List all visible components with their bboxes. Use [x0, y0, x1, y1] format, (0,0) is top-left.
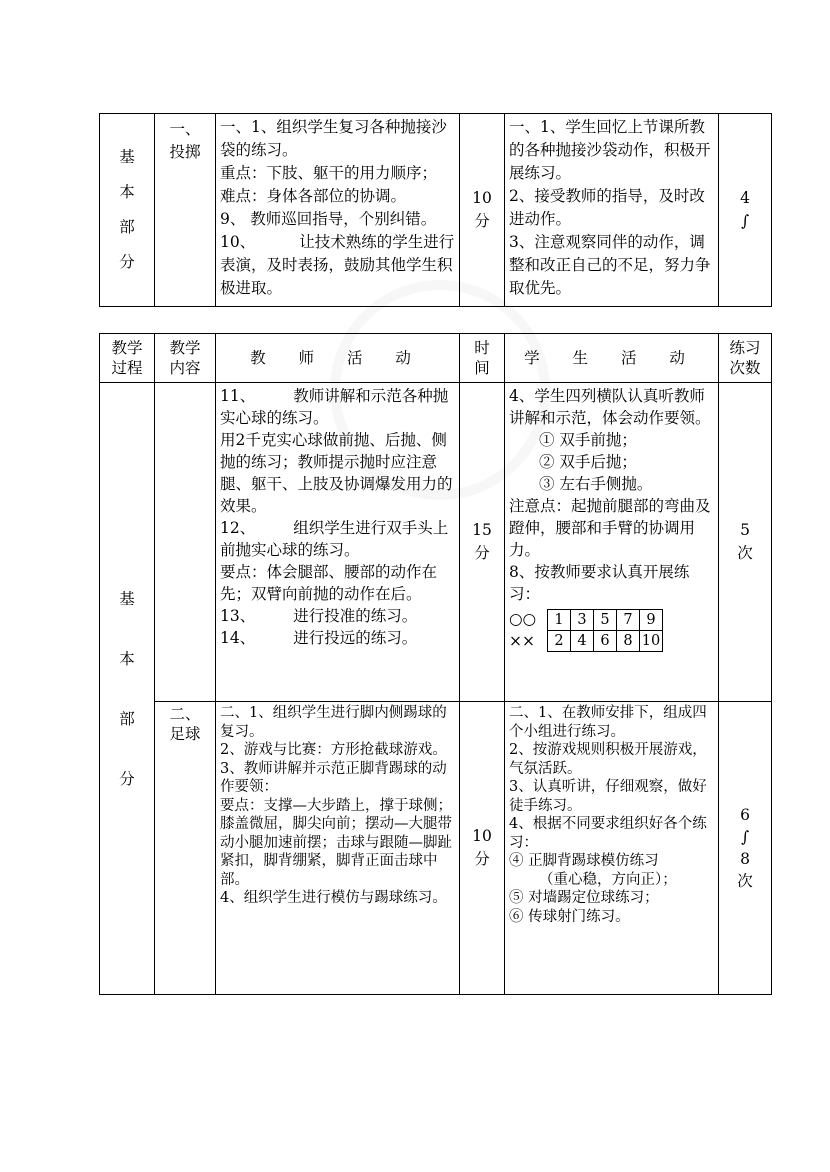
count-cell [719, 702, 772, 995]
header-text: 教学 [111, 339, 143, 357]
header-text: 时 [474, 339, 490, 357]
teacher-line: 二、1、组织学生进行脚内侧踢球的复习。 [220, 705, 447, 740]
teacher-line: 重点：下肢、躯干的用力顺序； [220, 164, 438, 182]
student-activity-cell [505, 702, 719, 995]
content-label: 足球 [169, 725, 201, 743]
item-text: 进行投远的练习。 [293, 629, 418, 647]
grid-cell: 2 [548, 630, 571, 651]
student-line: ② 双手后抛； [539, 453, 637, 471]
section-char: 本 [119, 649, 135, 668]
student-line: 二、1、在教师安排下，组成四个小组进行练习。 [509, 705, 707, 740]
count-value: 4 [740, 189, 750, 207]
item-text: 组织学生进行双手头上前抛实心球的练习。 [220, 519, 449, 559]
student-line: 2、按游戏规则积极开展游戏，气氛活跃。 [509, 742, 707, 777]
item-number: 10、 [220, 233, 256, 251]
student-line: 3、注意观察同伴的动作，调整和改正自己的不足，努力争取优先。 [509, 233, 711, 297]
content-number: 一、 [169, 120, 201, 138]
header-text: 间 [474, 359, 490, 377]
teacher-line: 一、1、组织学生复习各种抛接沙袋的练习。 [220, 118, 447, 159]
grid-cell: 9 [640, 609, 663, 630]
grid-cell: 8 [617, 630, 640, 651]
time-unit: 分 [474, 212, 490, 230]
teacher-line: 2、游戏与比赛：方形抢截球游戏。 [220, 742, 447, 758]
section-char: 部 [119, 218, 135, 236]
grid-cell: 5 [594, 609, 617, 630]
student-line: 3、认真听讲，仔细观察，做好徒手练习。 [509, 779, 707, 814]
lesson-table-1 [99, 113, 772, 307]
header-text: 教学 [169, 339, 201, 357]
time-cell [460, 114, 505, 307]
circle-symbols: ○○ [509, 610, 537, 628]
student-line: 8、按教师要求认真开展练习： [509, 563, 690, 603]
time-value: 15 [472, 521, 492, 539]
student-line: 4、学生四列横队认真听教师讲解和示范，体会动作要领。 [509, 387, 711, 427]
content-cell [155, 114, 216, 307]
header-count [719, 334, 772, 383]
formation-row [509, 608, 714, 652]
section-char: 部 [119, 709, 135, 728]
content-cell [155, 702, 216, 995]
header-text: 学 生 活 动 [524, 349, 699, 367]
section-char: 分 [119, 253, 135, 271]
item-number: 12、 [220, 519, 256, 537]
item-text: 让技术熟练的学生进行表演，及时表扬，鼓励其他学生积极进取。 [220, 233, 455, 297]
lesson-table-2 [99, 333, 772, 995]
time-unit: 分 [474, 850, 490, 868]
count-value: 6 [740, 806, 750, 824]
grid-cell: 4 [571, 630, 594, 651]
student-line: 4、根据不同要求组织好各个练习： [509, 816, 707, 851]
student-line: ④ 正脚背踢球模仿练习 [509, 853, 659, 869]
student-line: 一、1、学生回忆上节课所教的各种抛接沙袋动作，积极开展练习。 [509, 118, 711, 182]
item-text: 教师讲解和示范各种抛实心球的练习。 [220, 387, 449, 427]
teacher-line: 要点：支撑—大步踏上，撑于球侧；膝盖微屈，脚尖向前；摆动—大腿带动小腿加速前摆；击球与跟随—脚趾紧扣，脚背绷紧，脚背正面击球中部。 [220, 797, 452, 888]
grid-cell: 7 [617, 609, 640, 630]
student-activity-cell [505, 114, 719, 307]
teacher-activity-cell [216, 383, 460, 702]
teacher-line: 要点：体会腿部、腰部的动作在先；双臂向前抛的动作在后。 [220, 563, 438, 603]
teacher-activity-cell [216, 114, 460, 307]
section-cell [100, 114, 155, 307]
teacher-line [220, 517, 455, 561]
count-value: 8 [740, 850, 750, 868]
section-char: 基 [119, 148, 135, 166]
grid-cell: 1 [548, 609, 571, 630]
header-time [460, 334, 505, 383]
teacher-line [220, 231, 455, 300]
student-line: ⑥ 传球射门练习。 [509, 908, 630, 925]
time-cell [460, 702, 505, 995]
count-cell [719, 114, 772, 307]
grid-cell: 10 [640, 630, 663, 651]
formation-symbols [509, 608, 536, 652]
time-unit: 分 [474, 544, 490, 562]
teacher-line [220, 605, 455, 627]
header-content [155, 334, 216, 383]
student-line: ③ 左右手侧抛。 [539, 475, 653, 493]
section-cell [100, 383, 155, 995]
item-number: 11、 [220, 387, 256, 405]
section-char: 分 [119, 769, 135, 788]
item-number: 14、 [220, 629, 256, 647]
time-cell [460, 383, 505, 702]
count-cell [719, 383, 772, 702]
content-label: 投掷 [169, 143, 201, 161]
header-text: 练习 [729, 339, 761, 357]
count-symbol: ∫ [740, 212, 750, 230]
header-process [100, 334, 155, 383]
count-symbol: ∫ [740, 828, 750, 846]
student-activity-cell [505, 383, 719, 702]
content-number: 二、 [169, 705, 201, 723]
student-line: ① 双手前抛； [539, 431, 637, 449]
formation-grid [547, 609, 663, 652]
section-char: 基 [119, 589, 135, 608]
content-cell-empty [155, 383, 216, 702]
teacher-line: 4、组织学生进行模仿与踢球练习。 [220, 890, 447, 906]
teacher-activity-cell [216, 702, 460, 995]
grid-cell: 6 [594, 630, 617, 651]
student-line: ⑤ 对墙踢定位球练习； [509, 890, 659, 906]
count-unit: 次 [737, 544, 753, 562]
cross-symbols: ×× [509, 632, 535, 650]
count-unit: 次 [737, 872, 753, 890]
header-text: 内容 [169, 359, 201, 377]
header-text: 教 师 活 动 [250, 349, 425, 367]
section-char: 本 [119, 183, 135, 201]
student-line: （重心稳，方向正）； [539, 871, 677, 888]
header-student [505, 334, 719, 383]
header-text: 过程 [111, 359, 143, 377]
header-teacher [216, 334, 460, 383]
item-text: 进行投准的练习。 [293, 607, 418, 625]
teacher-line: 9、 教师巡回指导，个别纠错。 [220, 210, 437, 228]
teacher-line: 用2千克实心球做前抛、后抛、侧抛的练习；教师提示抛时应注意腿、躯干、上肢及协调爆发用力的效果。 [220, 431, 453, 515]
student-line: 2、接受教师的指导，及时改进动作。 [509, 187, 705, 228]
count-value: 5 [740, 521, 750, 539]
time-value: 10 [472, 189, 492, 207]
time-value: 10 [472, 827, 492, 845]
teacher-line [220, 627, 455, 649]
grid-cell: 3 [571, 609, 594, 630]
item-number: 13、 [220, 607, 256, 625]
teacher-line: 难点：身体各部位的协调。 [220, 187, 407, 205]
teacher-line: 3、教师讲解并示范正脚背踢球的动作要领： [220, 760, 447, 795]
header-text: 次数 [729, 359, 761, 377]
student-line: 注意点：起抛前腿部的弯曲及蹬伸，腰部和手臂的协调用力。 [509, 497, 711, 559]
teacher-line [220, 385, 455, 429]
